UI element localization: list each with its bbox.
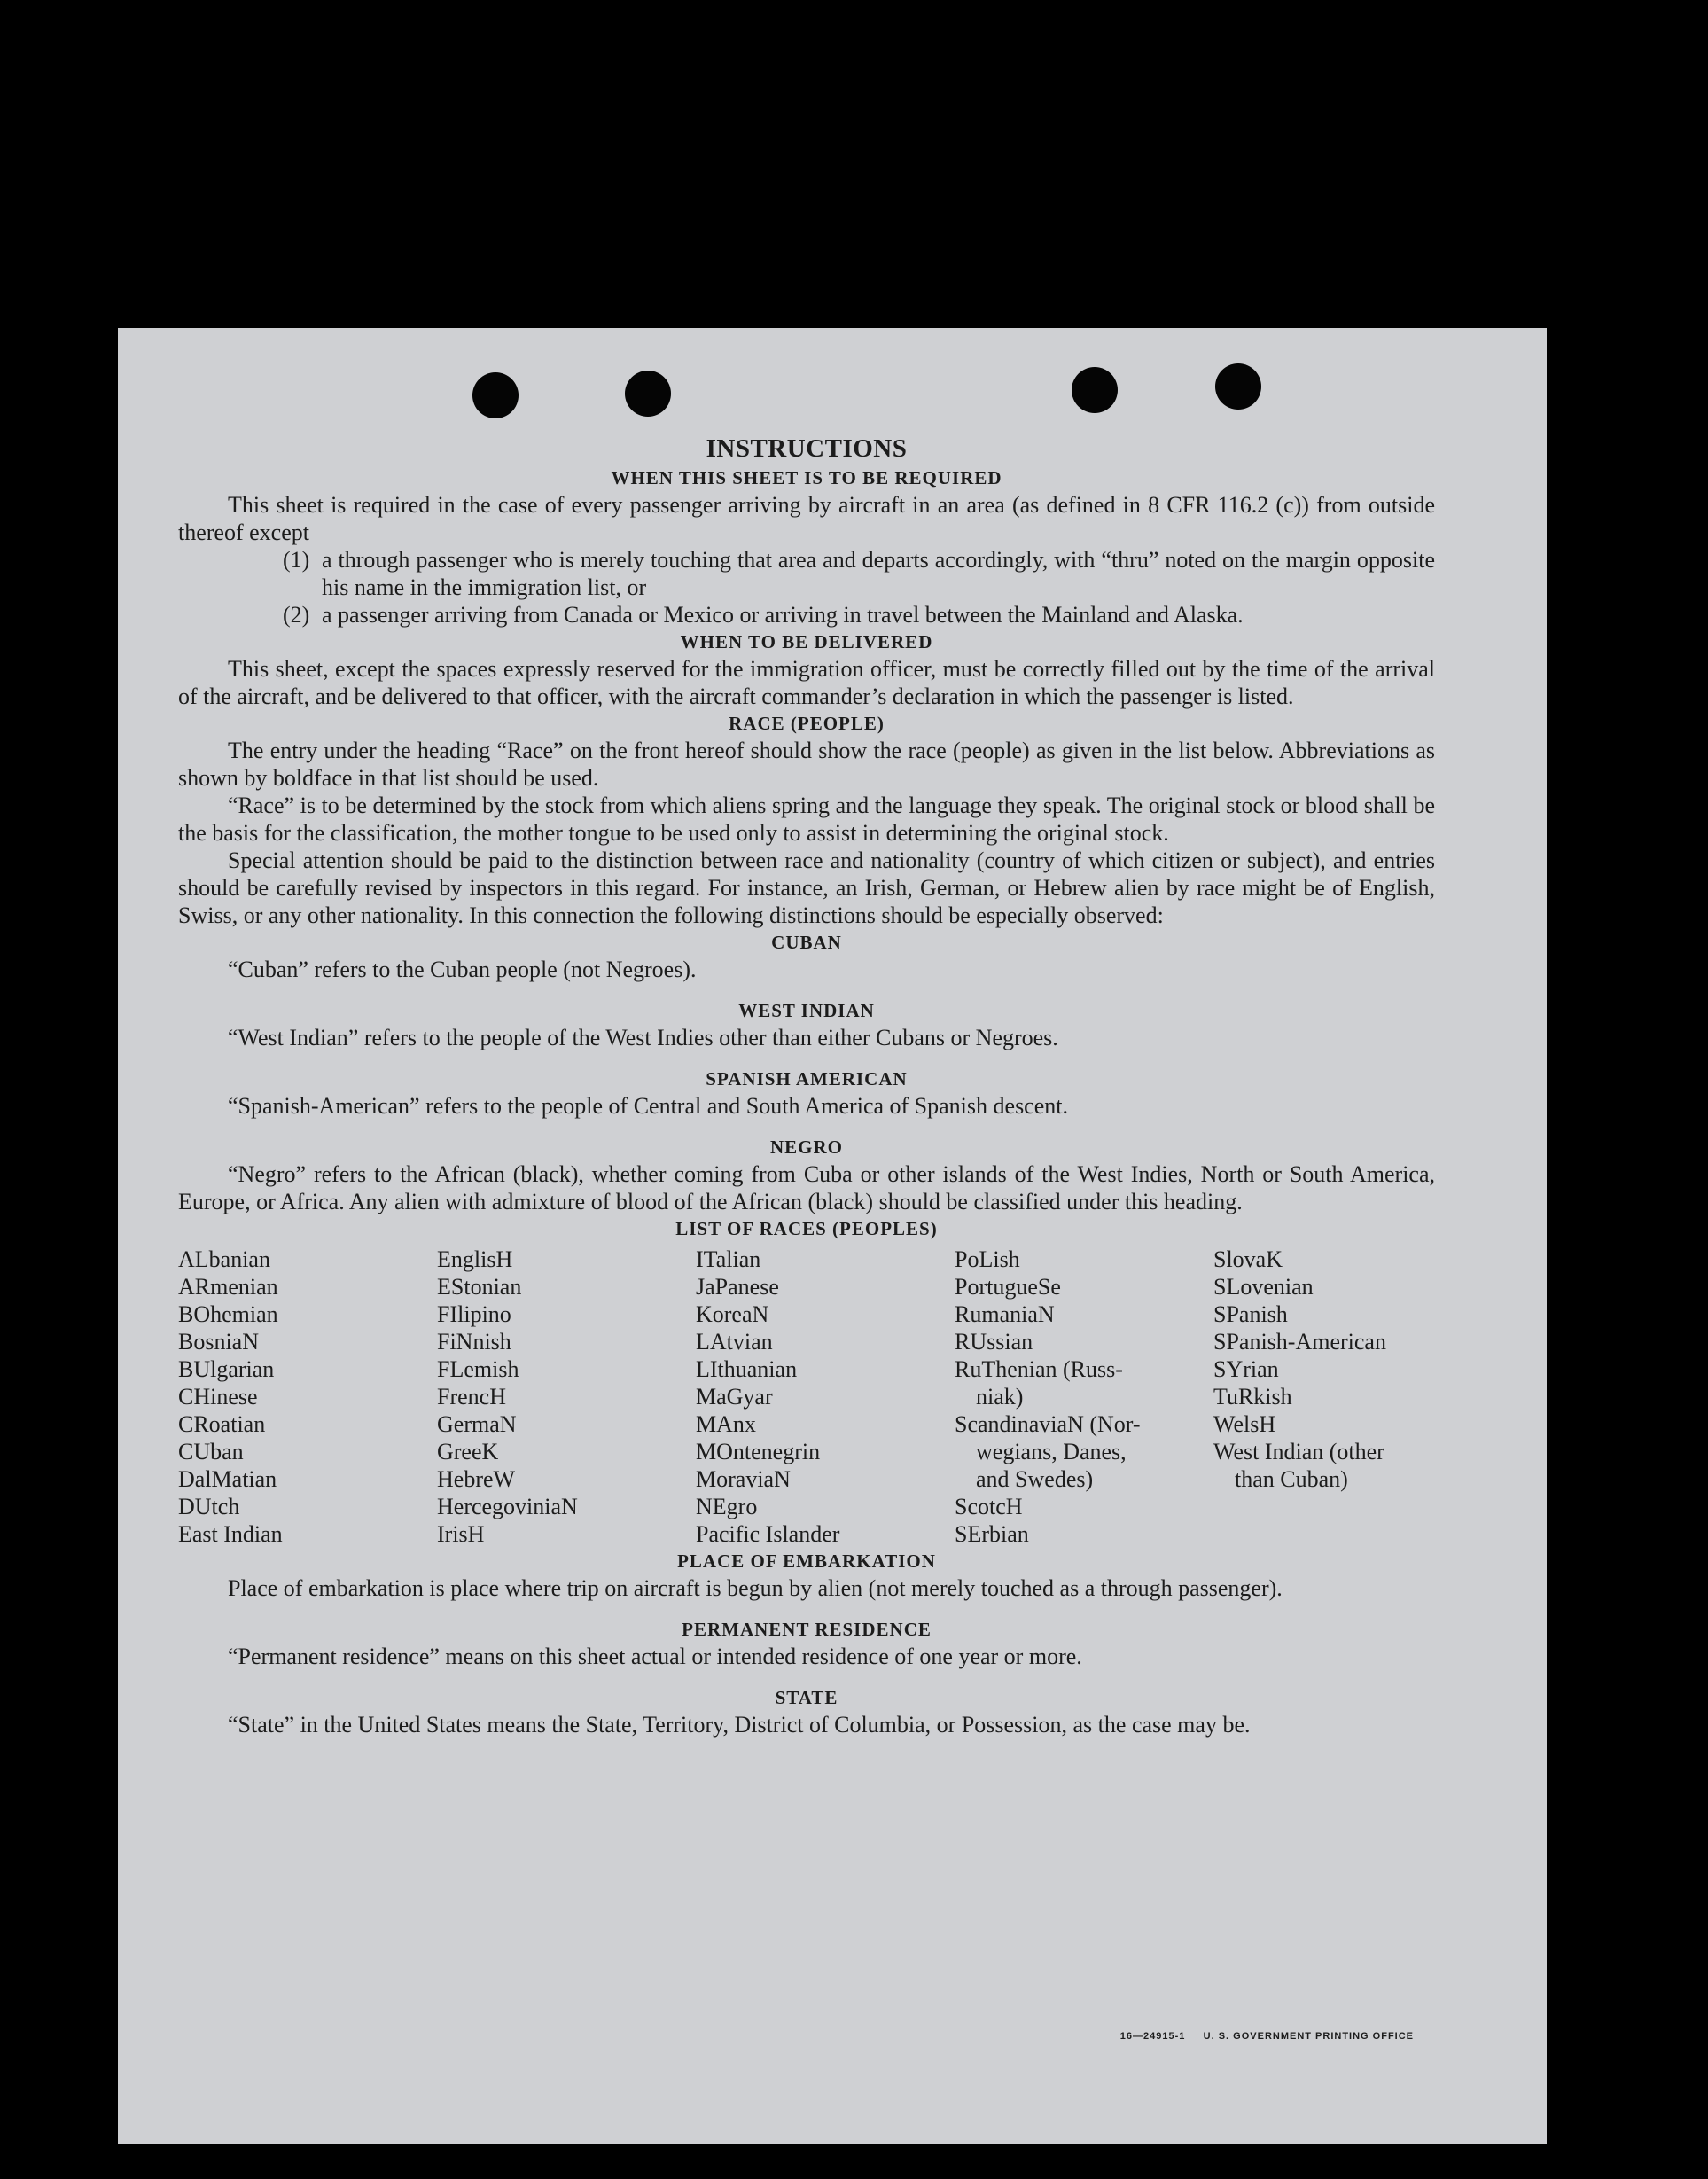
race-entry: ARmenian bbox=[178, 1274, 278, 1300]
race-entry: MOntenegrin bbox=[696, 1439, 821, 1464]
race-entry: West Indian (other bbox=[1213, 1439, 1384, 1464]
race-entry: TuRkish bbox=[1213, 1384, 1292, 1410]
race-entry: JaPanese bbox=[696, 1274, 779, 1300]
race-entry: RUssian bbox=[955, 1329, 1033, 1355]
cuban-text: “Cuban” refers to the Cuban people (not Negroes). bbox=[228, 957, 697, 982]
races-column-2 bbox=[437, 1246, 696, 1548]
document-sheet bbox=[118, 328, 1547, 2144]
race-entry: FrencH bbox=[437, 1384, 506, 1410]
list-item bbox=[178, 601, 1435, 629]
race-entry: ITalian bbox=[696, 1246, 761, 1272]
race-entry: Pacific Islander bbox=[696, 1521, 840, 1547]
state-text: “State” in the United States means the State, Territory, District of Columbia, or Possession, as the case may be. bbox=[228, 1712, 1251, 1738]
race-entry: BOhemian bbox=[178, 1301, 278, 1327]
delivered-text: This sheet, except the spaces expressly reserved for the immigration officer, must be correctly filled out by the time of the arrival of the aircraft, and be delivered to that officer, with the aircraft commander’s declaration in which the passenger is listed. bbox=[178, 656, 1435, 709]
race-entry: SErbian bbox=[955, 1521, 1029, 1547]
race-entry: MaGyar bbox=[696, 1384, 773, 1410]
negro-text: “Negro” refers to the African (black), whether coming from Cuba or other islands of the West Indies, North or South America, Europe, or Africa. Any alien with admixture of blood of the African (black) should be classified under this heading. bbox=[178, 1161, 1435, 1214]
race-entry: SlovaK bbox=[1213, 1246, 1283, 1272]
race-entry: CRoatian bbox=[178, 1411, 266, 1437]
race-entry: ALbanian bbox=[178, 1246, 270, 1272]
heading-required: WHEN THIS SHEET IS TO BE REQUIRED bbox=[611, 467, 1002, 488]
item-number: (2) bbox=[283, 602, 310, 628]
heading-negro: NEGRO bbox=[769, 1136, 843, 1158]
races-column-1 bbox=[178, 1246, 437, 1548]
race-entry-continued: wegians, Danes, bbox=[976, 1439, 1127, 1464]
race-entry: LIthuanian bbox=[696, 1356, 798, 1382]
race-entry: ScandinaviaN (Nor- bbox=[955, 1411, 1141, 1437]
race-entry: GermaN bbox=[437, 1411, 517, 1437]
west-indian-text: “West Indian” refers to the people of the West Indies other than either Cubans or Negroes. bbox=[228, 1025, 1058, 1050]
printer-credit: U. S. GOVERNMENT PRINTING OFFICE bbox=[1203, 2031, 1414, 2042]
punch-hole-4 bbox=[1215, 363, 1261, 410]
race-paragraph-2: “Race” is to be determined by the stock from which aliens spring and the language they speak. The original stock or blood shall be the basis for the classification, the mother tongue to be used only to assist in determining the original stock. bbox=[178, 793, 1435, 846]
race-entry: CHinese bbox=[178, 1384, 258, 1410]
print-footer bbox=[1120, 2031, 1414, 2042]
heading-residence: PERMANENT RESIDENCE bbox=[682, 1619, 932, 1640]
race-entry: DalMatian bbox=[178, 1466, 277, 1492]
race-entry: HebreW bbox=[437, 1466, 516, 1492]
heading-state: STATE bbox=[775, 1687, 838, 1708]
item-text: a passenger arriving from Canada or Mexico or arriving in travel between the Mainland and Alaska. bbox=[322, 602, 1244, 628]
race-entry: CUban bbox=[178, 1439, 244, 1464]
race-entry: WelsH bbox=[1213, 1411, 1276, 1437]
heading-west-indian: WEST INDIAN bbox=[738, 1000, 875, 1021]
embarkation-text: Place of embarkation is place where trip on aircraft is begun by alien (not merely touched as a through passenger). bbox=[228, 1575, 1283, 1601]
residence-text: “Permanent residence” means on this sheet actual or intended residence of one year or more. bbox=[228, 1644, 1082, 1669]
race-entry: BUlgarian bbox=[178, 1356, 275, 1382]
race-entry: MAnx bbox=[696, 1411, 756, 1437]
race-entry: LAtvian bbox=[696, 1329, 773, 1355]
race-entry: SPanish-American bbox=[1213, 1329, 1386, 1355]
punch-hole-2 bbox=[625, 371, 671, 417]
heading-spanish-american: SPANISH AMERICAN bbox=[706, 1068, 908, 1090]
races-column-3 bbox=[696, 1246, 955, 1548]
race-entry: SPanish bbox=[1213, 1301, 1288, 1327]
race-entry: FiNnish bbox=[437, 1329, 511, 1355]
heading-cuban: CUBAN bbox=[771, 932, 842, 953]
punch-hole-3 bbox=[1072, 367, 1118, 413]
race-entry: EnglisH bbox=[437, 1246, 513, 1272]
race-entry: East Indian bbox=[178, 1521, 283, 1547]
race-entry-continued: than Cuban) bbox=[1235, 1466, 1348, 1492]
race-entry: RuThenian (Russ- bbox=[955, 1356, 1123, 1382]
race-entry: NEgro bbox=[696, 1494, 758, 1519]
spanish-american-text: “Spanish-American” refers to the people of Central and South America of Spanish descent. bbox=[228, 1093, 1068, 1119]
required-intro: This sheet is required in the case of every passenger arriving by aircraft in an area (as defined in 8 CFR 116.2 (c)) from outside thereof except bbox=[178, 492, 1435, 545]
list-item bbox=[178, 546, 1435, 601]
race-paragraph-3: Special attention should be paid to the distinction between race and nationality (country of which citizen or subject), and entries should be carefully revised by inspectors in this regard. For instance, an Irish, German, or Hebrew alien by race might be of English, Swiss, or any other nationality. In this connection the following distinctions should be especially observed: bbox=[178, 847, 1435, 928]
race-entry: KoreaN bbox=[696, 1301, 769, 1327]
race-entry: BosniaN bbox=[178, 1329, 259, 1355]
race-entry: FLemish bbox=[437, 1356, 519, 1382]
race-entry: MoraviaN bbox=[696, 1466, 791, 1492]
race-entry: EStonian bbox=[437, 1274, 522, 1300]
races-list bbox=[178, 1246, 1435, 1548]
race-entry: FIlipino bbox=[437, 1301, 511, 1327]
form-number: 16—24915-1 bbox=[1119, 2031, 1186, 2042]
race-entry: SLovenian bbox=[1213, 1274, 1314, 1300]
race-entry: GreeK bbox=[437, 1439, 499, 1464]
race-entry-continued: and Swedes) bbox=[976, 1466, 1094, 1492]
race-entry: DUtch bbox=[178, 1494, 240, 1519]
heading-embarkation: PLACE OF EMBARKATION bbox=[677, 1550, 936, 1572]
race-entry: ScotcH bbox=[955, 1494, 1023, 1519]
race-entry: PortugueSe bbox=[955, 1274, 1061, 1300]
punch-hole-1 bbox=[472, 372, 519, 418]
heading-races-list: LIST OF RACES (PEOPLES) bbox=[675, 1218, 938, 1239]
instructions-content bbox=[178, 433, 1435, 1738]
races-column-5 bbox=[1213, 1246, 1472, 1548]
item-number: (1) bbox=[283, 547, 310, 573]
race-entry-continued: niak) bbox=[976, 1384, 1024, 1410]
race-entry: HercegoviniaN bbox=[437, 1494, 578, 1519]
race-entry: PoLish bbox=[955, 1246, 1020, 1272]
race-paragraph-1: The entry under the heading “Race” on the front hereof should show the race (people) as given in the list below. Abbreviations as shown by boldface in that list should be used. bbox=[178, 738, 1435, 791]
race-entry: IrisH bbox=[437, 1521, 485, 1547]
item-text: a through passenger who is merely touching that area and departs accordingly, with “thru” noted on the margin opposite his name in the immigration list, or bbox=[322, 547, 1435, 600]
race-entry: RumaniaN bbox=[955, 1301, 1055, 1327]
races-column-4 bbox=[955, 1246, 1213, 1548]
race-entry: SYrian bbox=[1213, 1356, 1279, 1382]
page-title: INSTRUCTIONS bbox=[706, 434, 908, 463]
heading-delivered: WHEN TO BE DELIVERED bbox=[680, 631, 933, 652]
heading-race: RACE (PEOPLE) bbox=[729, 713, 885, 734]
